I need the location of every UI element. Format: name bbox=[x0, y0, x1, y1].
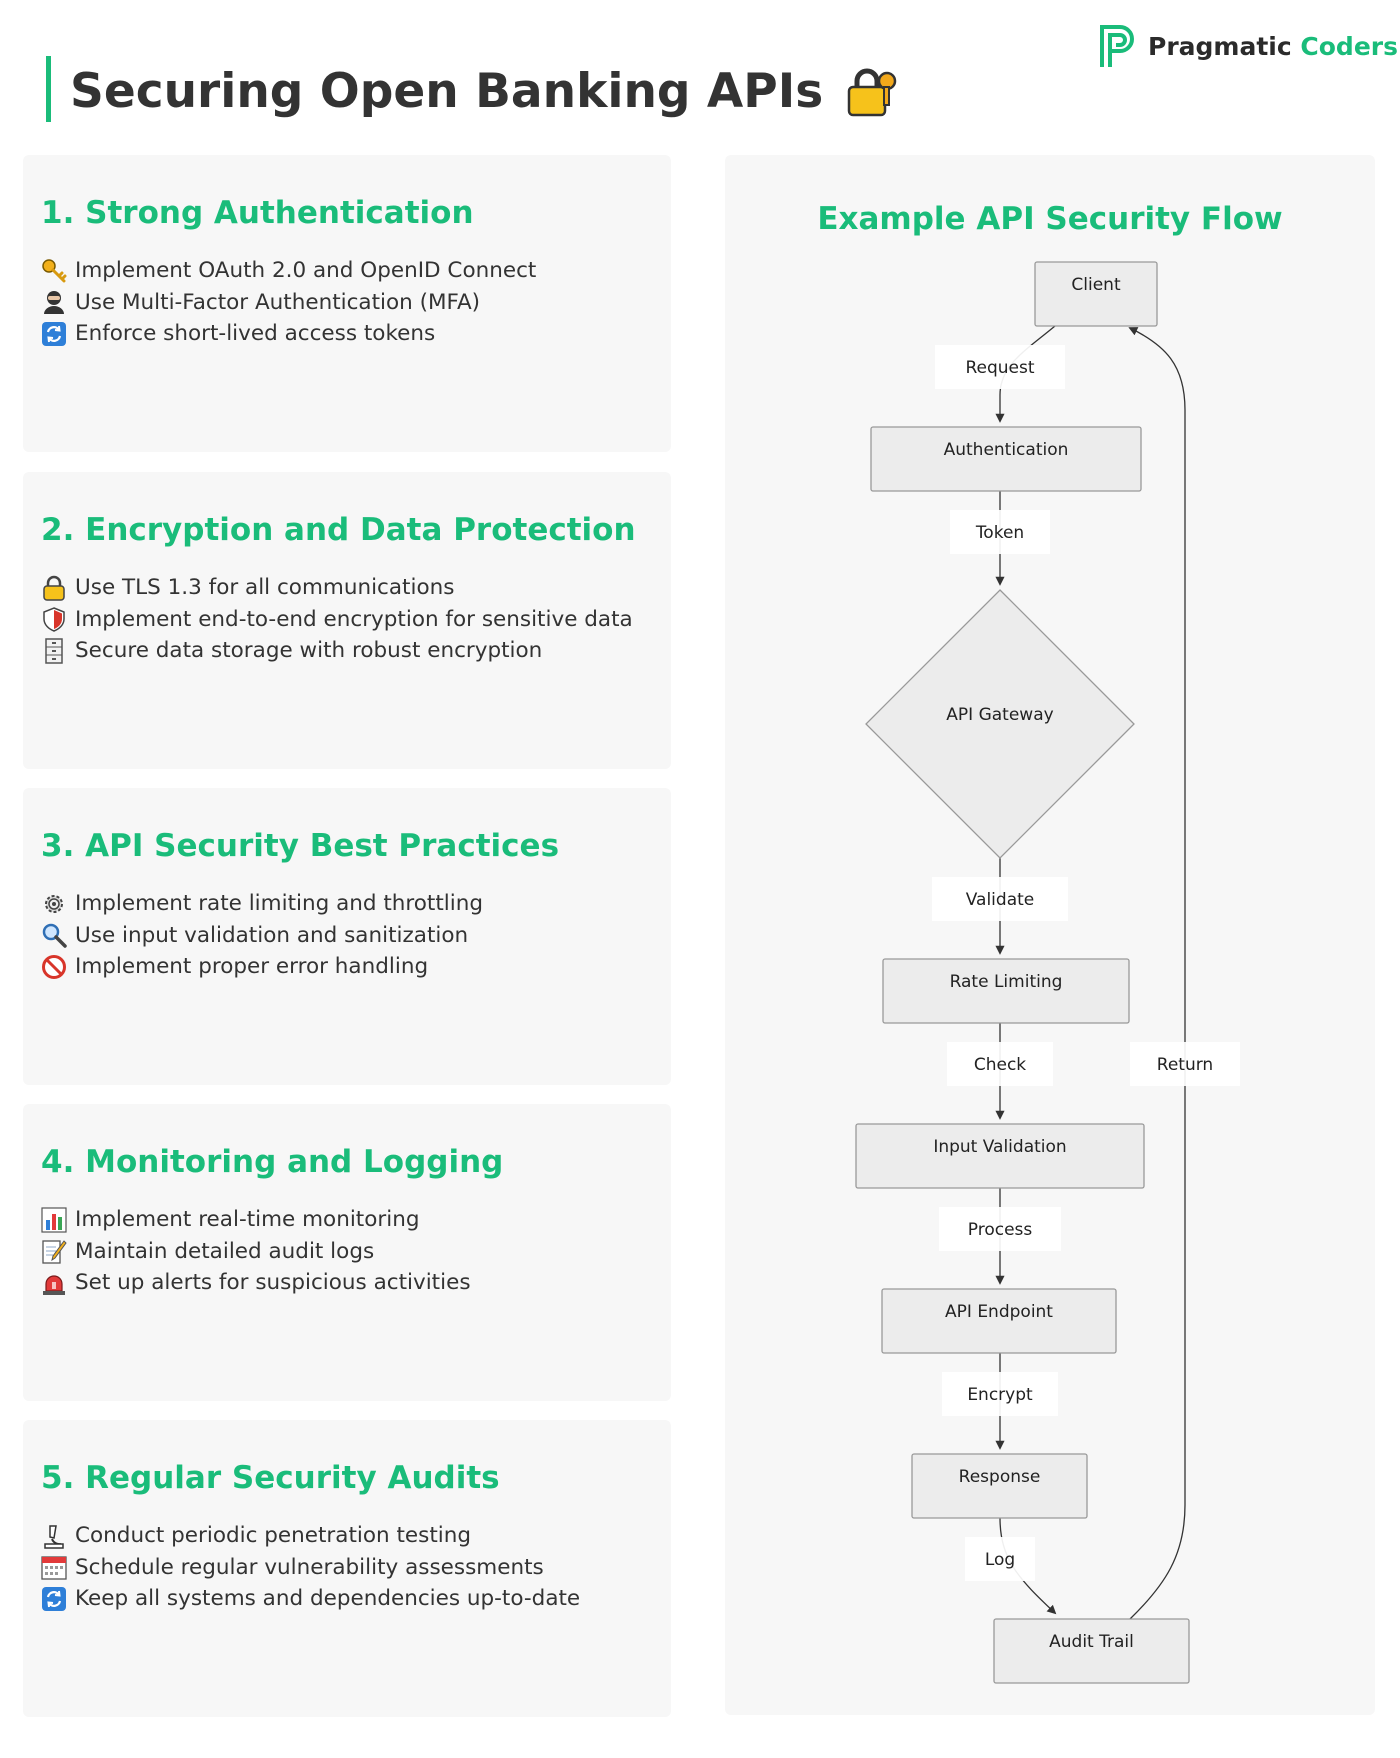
refresh-icon bbox=[41, 321, 67, 347]
shield-icon bbox=[41, 606, 67, 632]
file-cabinet-icon bbox=[41, 638, 67, 664]
list-item bbox=[41, 1583, 671, 1615]
section-list bbox=[41, 1204, 671, 1299]
section-list bbox=[41, 1520, 671, 1615]
list-item bbox=[41, 255, 671, 287]
flow-edge-label: Validate bbox=[965, 890, 1035, 910]
section-title: 4. Monitoring and Logging bbox=[41, 1144, 504, 1180]
list-item bbox=[41, 1204, 671, 1236]
prohibited-icon bbox=[41, 954, 67, 980]
list-item bbox=[41, 287, 671, 319]
list-item-text: Schedule regular vulnerability assessments bbox=[75, 1554, 544, 1580]
flow-edge-label: Encrypt bbox=[967, 1385, 1033, 1405]
list-item bbox=[41, 635, 671, 667]
section-title: 1. Strong Authentication bbox=[41, 195, 474, 231]
section-card bbox=[23, 472, 671, 769]
flow-edge-audit-to-client bbox=[1130, 328, 1185, 1619]
list-item bbox=[41, 920, 671, 952]
bar-chart-icon bbox=[41, 1207, 67, 1233]
brand-logo bbox=[1098, 22, 1398, 70]
flow-edge-label: Process bbox=[967, 1220, 1033, 1240]
flow-panel bbox=[725, 155, 1375, 1715]
locked-with-key-icon bbox=[843, 63, 899, 119]
refresh-icon bbox=[41, 1586, 67, 1612]
list-item bbox=[41, 1552, 671, 1584]
section-card bbox=[23, 1104, 671, 1401]
list-item-text: Implement real-time monitoring bbox=[75, 1207, 420, 1232]
flow-node-label: Input Validation bbox=[933, 1137, 1067, 1157]
section-card bbox=[23, 155, 671, 452]
flow-node-label: Client bbox=[1071, 275, 1121, 295]
list-item-text: Conduct periodic penetration testing bbox=[75, 1523, 471, 1548]
flow-edge-label: Return bbox=[1156, 1055, 1214, 1075]
list-item-text: Implement proper error handling bbox=[75, 954, 429, 979]
list-item bbox=[41, 1267, 671, 1299]
flow-edge-label: Check bbox=[973, 1055, 1027, 1075]
section-list bbox=[41, 572, 671, 667]
calendar-icon bbox=[41, 1554, 67, 1580]
list-item bbox=[41, 318, 671, 350]
flow-node-label: Rate Limiting bbox=[949, 972, 1063, 992]
flow-edge-label: Token bbox=[975, 523, 1025, 543]
page-title-text: Securing Open Banking APIs bbox=[70, 63, 824, 119]
list-item-text: Use input validation and sanitization bbox=[75, 922, 469, 948]
section-list bbox=[41, 888, 671, 983]
memo-icon bbox=[41, 1238, 67, 1264]
list-item bbox=[41, 951, 671, 983]
flow-diagram bbox=[725, 155, 1375, 1715]
section-title: 5. Regular Security Audits bbox=[41, 1460, 500, 1496]
section-title: 2. Encryption and Data Protection bbox=[41, 512, 636, 548]
gear-icon bbox=[41, 891, 67, 917]
list-item-text: Maintain detailed audit logs bbox=[75, 1238, 375, 1264]
list-item-text: Enforce short-lived access tokens bbox=[75, 321, 436, 346]
siren-icon bbox=[41, 1270, 67, 1296]
flow-node-label: Audit Trail bbox=[1049, 1632, 1134, 1652]
flow-edge-label: Request bbox=[965, 358, 1035, 378]
list-item-text: Set up alerts for suspicious activities bbox=[75, 1270, 471, 1295]
list-item bbox=[41, 1520, 671, 1552]
section-card bbox=[23, 1420, 671, 1717]
list-item bbox=[41, 604, 671, 636]
title-accent-bar bbox=[46, 56, 51, 122]
flow-node-label: Authentication bbox=[943, 440, 1069, 460]
flow-node-label: API Gateway bbox=[946, 705, 1054, 725]
ninja-icon bbox=[41, 289, 67, 315]
list-item-text: Keep all systems and dependencies up-to-date bbox=[75, 1586, 581, 1611]
list-item bbox=[41, 888, 671, 920]
list-item-text: Use TLS 1.3 for all communications bbox=[75, 575, 455, 600]
microscope-icon bbox=[41, 1523, 67, 1549]
brand-logo-icon bbox=[1098, 23, 1138, 69]
list-item-text: Implement end-to-end encryption for sensitive data bbox=[75, 606, 633, 632]
list-item bbox=[41, 1236, 671, 1268]
page-title bbox=[70, 58, 899, 124]
flow-edge-label: Log bbox=[984, 1550, 1016, 1570]
flow-node-label: Response bbox=[958, 1467, 1041, 1487]
section-card bbox=[23, 788, 671, 1085]
list-item bbox=[41, 572, 671, 604]
section-title: 3. API Security Best Practices bbox=[41, 828, 560, 864]
section-list bbox=[41, 255, 671, 350]
flow-title: Example API Security Flow bbox=[817, 201, 1283, 237]
list-item-text: Use Multi-Factor Authentication (MFA) bbox=[75, 289, 481, 315]
list-item-text: Implement rate limiting and throttling bbox=[75, 891, 484, 916]
brand-name: Pragmatic Coders bbox=[1148, 31, 1398, 61]
key-icon bbox=[41, 258, 67, 284]
list-item-text: Secure data storage with robust encryption bbox=[75, 638, 543, 663]
lock-icon bbox=[41, 575, 67, 601]
flow-node-label: API Endpoint bbox=[945, 1302, 1053, 1322]
list-item-text: Implement OAuth 2.0 and OpenID Connect bbox=[75, 258, 537, 283]
magnifier-icon bbox=[41, 922, 67, 948]
